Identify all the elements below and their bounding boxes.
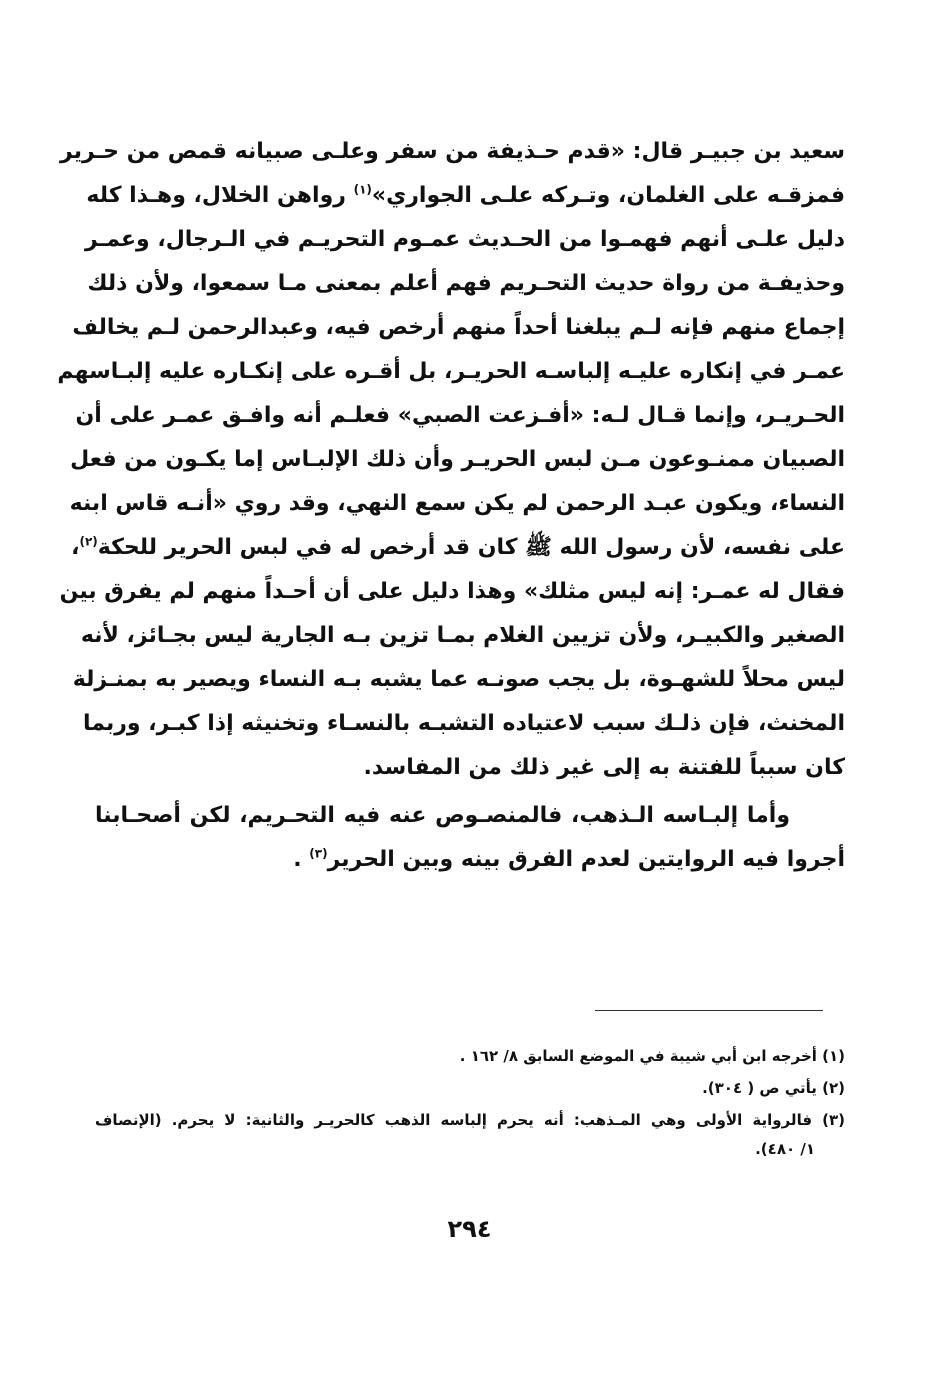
- text-segment: الحـريـر، وإنما قـال لـه: «أفـزعت الصبي» فعلـم أنه وافـق عمـر على أن: [75, 403, 845, 428]
- footnote-divider: [595, 1010, 823, 1011]
- text-line: [82, 702, 845, 746]
- text-segment: كان سبباً للفتنة به إلى غير ذلك من المفاسد.: [363, 755, 845, 780]
- text-segment: الصبيان ممنـوعون مـن لبس الحريـر وأن ذلك الإلبـاس إما يكـون من فعل: [70, 447, 845, 472]
- text-line: [87, 262, 845, 306]
- text-line: [70, 438, 845, 482]
- text-line: [72, 306, 845, 350]
- text-segment: سعيد بن جبيـر قال: «قدم حـذيفة من سفر وعلـى صبيانه قمص من حـرير: [60, 139, 845, 164]
- text-segment: على نفسه، لأن رسول الله ﷺ كان قد أرخص له في لبس الحرير للحكة: [97, 535, 845, 560]
- footnote-reference[interactable]: (١): [353, 182, 372, 197]
- footnote-reference[interactable]: (٣): [309, 846, 328, 861]
- footnote-2: (٢) يأتي ص ( ٣٠٤).: [702, 1079, 845, 1097]
- page-number: ٢٩٤: [447, 1215, 492, 1243]
- text-line: [95, 794, 845, 838]
- text-line: [69, 482, 845, 526]
- text-segment: إجماع منهم فإنه لـم يبلغنا أحداً منهم أرخص فيه، وعبدالرحمن لـم يخالف: [72, 315, 845, 340]
- text-segment: ليس محلاً للشهـوة، بل يجب صونـه عما يشبه بـه النساء ويصير به بمنـزلة: [72, 667, 845, 692]
- text-segment: وحذيفـة من رواة حديث التحـريم فهم أعلم بمعنى مـا سمعوا، ولأن ذلك: [87, 271, 845, 296]
- text-line: [80, 614, 845, 658]
- text-line: [86, 174, 845, 218]
- text-line: [57, 350, 845, 394]
- text-line: [95, 838, 845, 882]
- text-segment: أجروا فيه الروايتين لعدم الفرق بينه وبين الحرير: [327, 847, 845, 872]
- text-segment: وأما إلبـاسه الـذهب، فالمنصـوص عنه فيه التحـريم، لكن أصحـابنا: [95, 803, 790, 828]
- body-text: [57, 130, 845, 882]
- footnote-reference[interactable]: (٢): [79, 534, 98, 549]
- text-line: [60, 130, 845, 174]
- text-segment: رواهن الخلال، وهـذا كله: [86, 183, 354, 208]
- text-line: [71, 526, 845, 570]
- text-segment: فقال له عمـر: إنه ليس مثلك» وهذا دليل على أن أحـداً منهم لم يفرق بين: [59, 579, 845, 604]
- text-segment: المخنث، فإن ذلـك سبب لاعتياده التشبـه بالنسـاء وتخنيثه إذا كبـر، وربما: [82, 711, 845, 736]
- footnote-3: (٣) فالرواية الأولى وهي المـذهب: أنه يحرم إلباسه الذهب كالحريـر والثانية: لا يحرم. (الإنصاف: [95, 1111, 845, 1129]
- text-line: [72, 658, 845, 702]
- text-segment: الصغير والكبيـر، ولأن تزيين الغلام بمـا تزين بـه الجارية ليس بجـائز، لأنه: [80, 623, 845, 648]
- text-segment: دليل علـى أنهم فهمـوا من الحـديث عمـوم التحريـم في الـرجال، وعمـر: [85, 227, 845, 252]
- text-line: [95, 746, 845, 790]
- text-segment: .: [293, 847, 310, 872]
- footnote-3-continued: ١/ ٤٨٠).: [755, 1140, 815, 1158]
- text-segment: النساء، ويكون عبـد الرحمن لم يكن سمع النهي، وقد روي «أنـه قاس ابنه: [69, 491, 845, 516]
- footnotes: [95, 1040, 845, 1162]
- text-segment: ،: [71, 535, 80, 560]
- text-line: [75, 394, 845, 438]
- footnote-1: (١) أخرجه ابن أبي شيبة في الموضع السابق ٨/ ١٦٢ .: [459, 1047, 845, 1065]
- text-segment: عمـر في إنكاره عليـه إلباسـه الحريـر، بل أقـره على إنكـاره عليه إلبـاسهم: [57, 359, 845, 384]
- text-line: [59, 570, 845, 614]
- text-segment: فمزقـه على الغلمان، وتـركه علـى الجواري»: [371, 183, 845, 208]
- text-line: [85, 218, 845, 262]
